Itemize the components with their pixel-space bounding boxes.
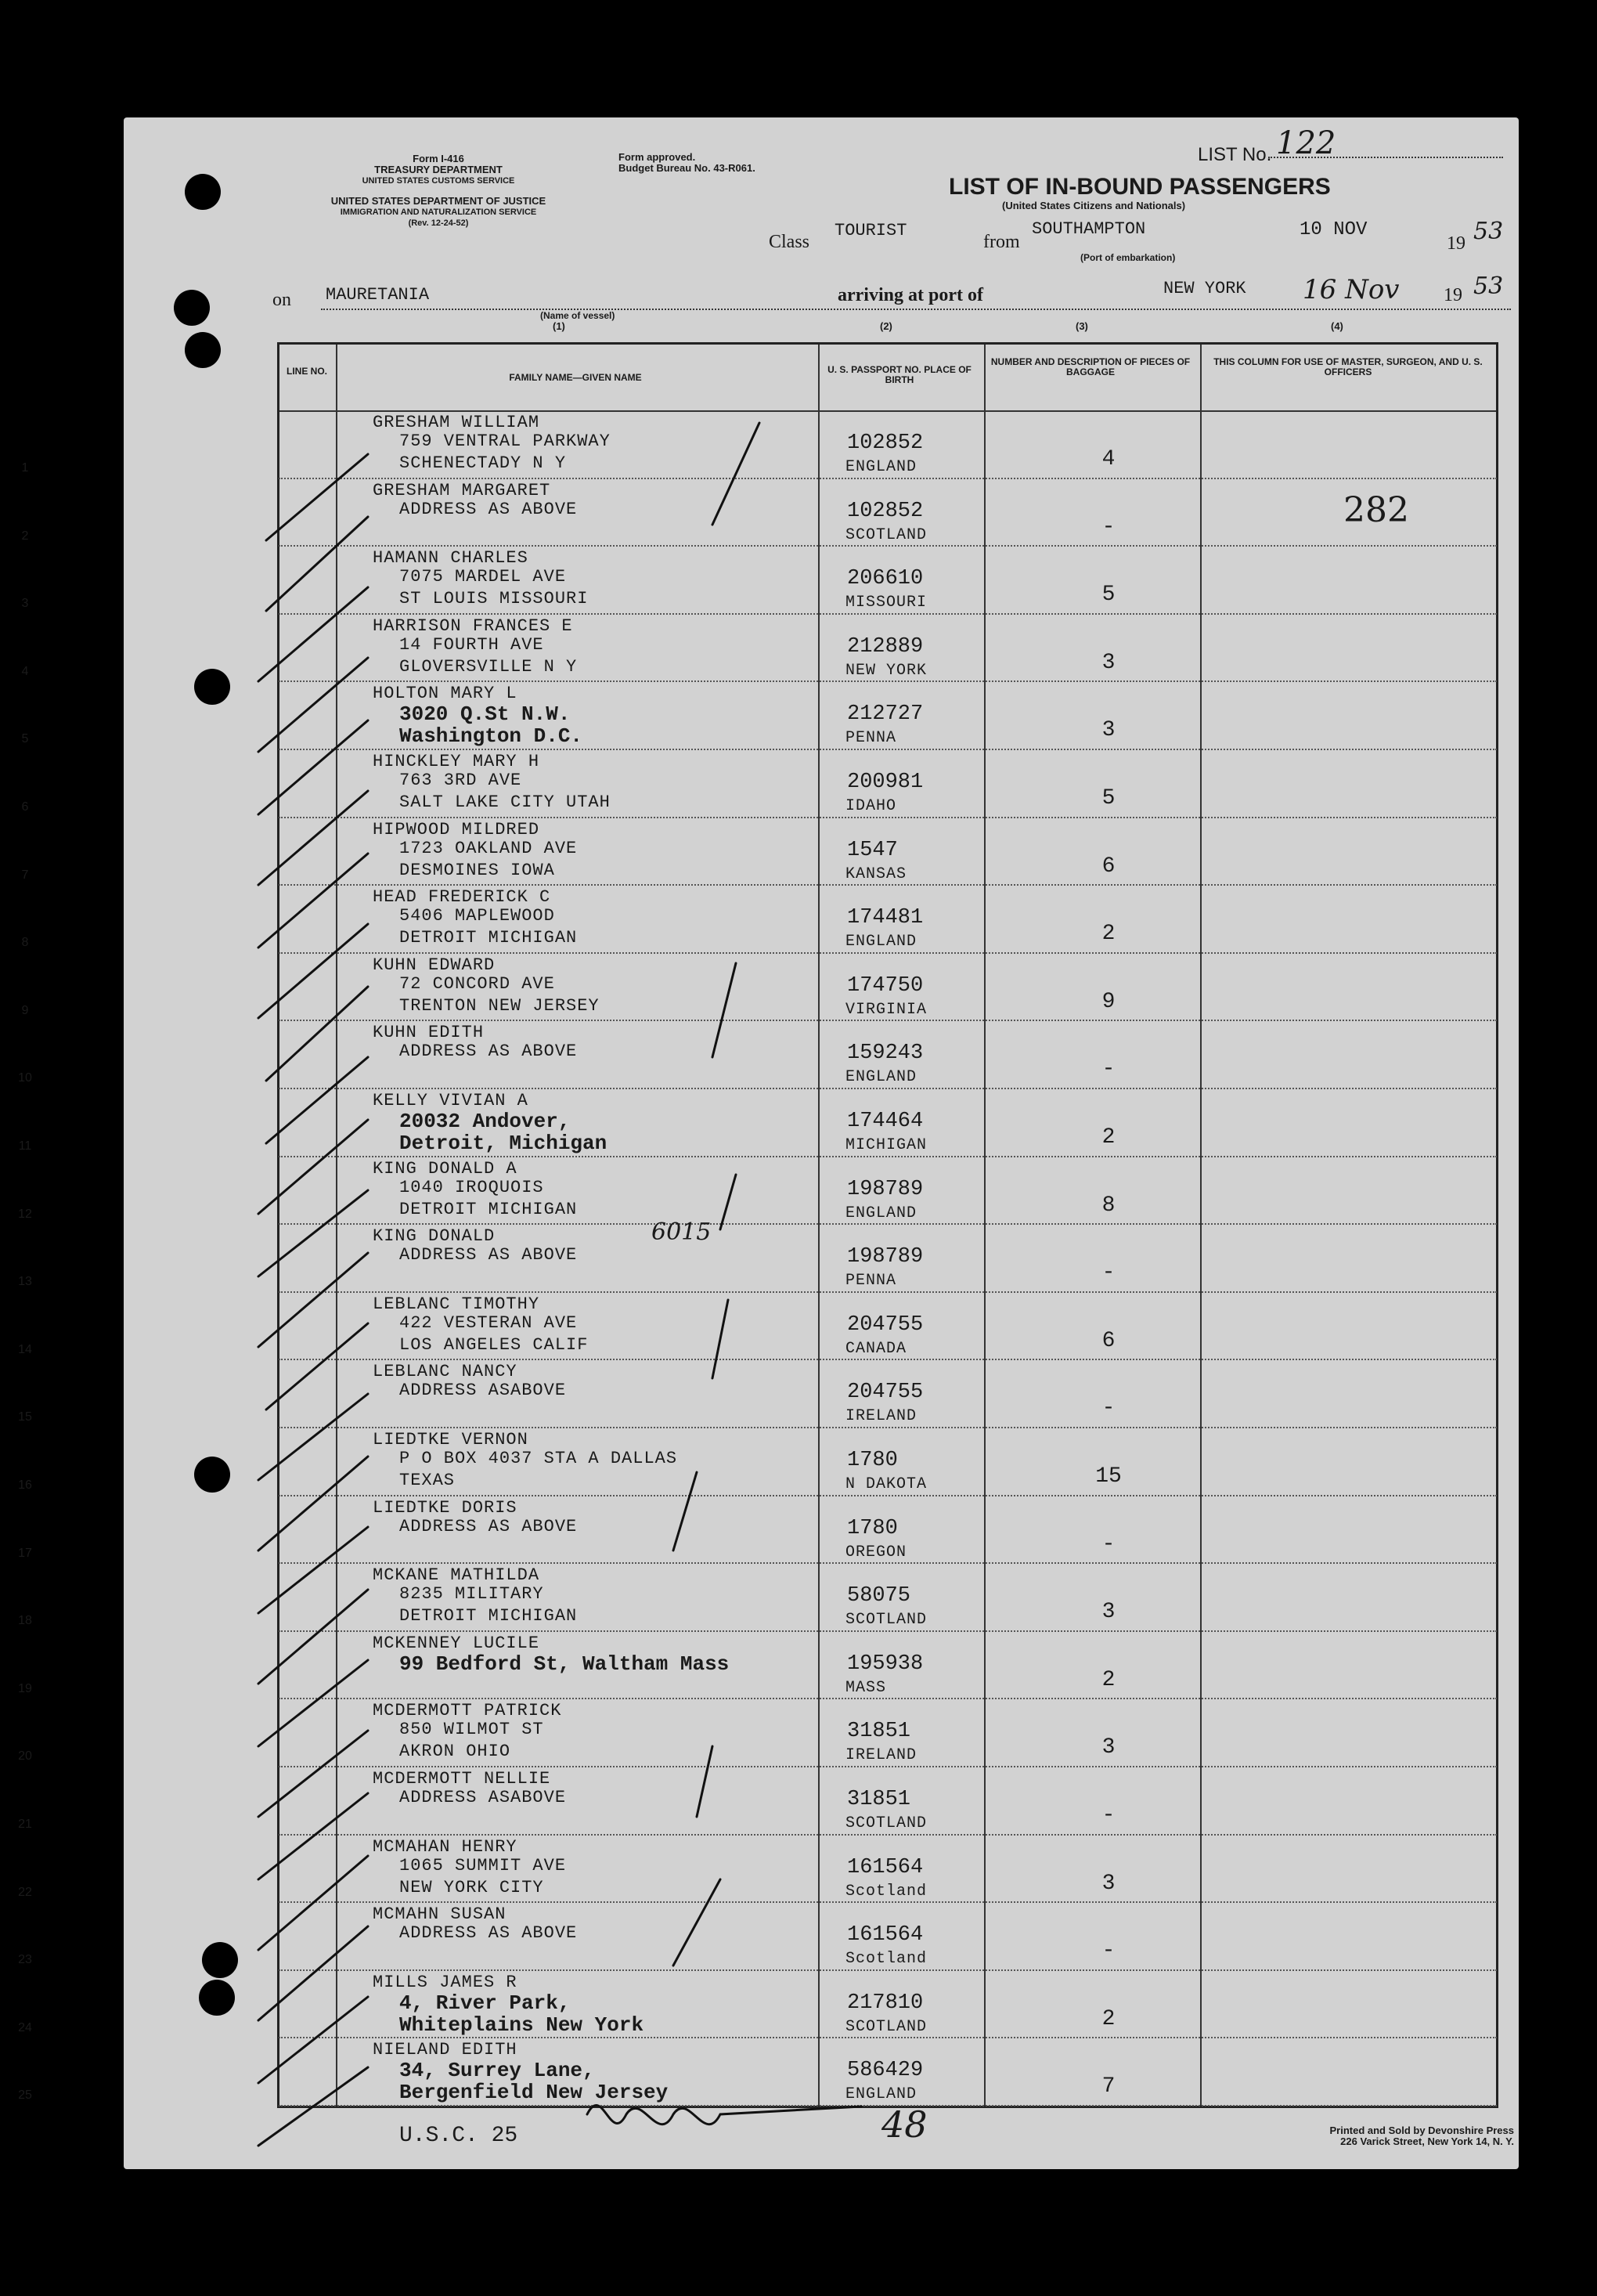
row-line-number: 10 [18, 1071, 32, 1085]
passenger-address-2: ST LOUIS MISSOURI [399, 589, 589, 609]
row-line-number: 4 [21, 664, 29, 678]
page-subtitle: (United States Citizens and Nationals) [1002, 200, 1186, 211]
vessel-label: (Name of vessel) [540, 310, 615, 321]
punch-hole [194, 669, 230, 705]
passenger-address-1: 5406 MAPLEWOOD [399, 906, 555, 926]
passenger-address-1: ADDRESS ASABOVE [399, 1381, 567, 1401]
baggage-count: - [1101, 1939, 1116, 1964]
passenger-address-1: P O BOX 4037 STA A DALLAS [399, 1449, 678, 1468]
passenger-address-1: 72 CONCORD AVE [399, 973, 555, 994]
place-of-birth: IDAHO [845, 797, 897, 815]
passenger-address-1: ADDRESS AS ABOVE [399, 1245, 578, 1265]
passenger-address-1: 1723 OAKLAND AVE [399, 838, 578, 858]
row-divider [279, 1156, 1497, 1157]
ins: IMMIGRATION AND NATURALIZATION SERVICE [340, 208, 537, 217]
row-divider [279, 817, 1497, 818]
vessel-name: MAURETANIA [326, 285, 430, 305]
arrival-date: 16 Nov [1303, 274, 1400, 305]
passenger-name: HOLTON MARY L [373, 684, 517, 704]
passport-number: 1780 [847, 1516, 898, 1540]
place-of-birth: ENGLAND [845, 458, 917, 476]
passport-number: 161564 [847, 1855, 924, 1879]
passenger-name: GRESHAM WILLIAM [373, 413, 540, 432]
row-line-number: 13 [18, 1275, 32, 1289]
row-divider [279, 1766, 1497, 1767]
vessel-line [321, 309, 1511, 310]
passport-number: 31851 [847, 1720, 911, 1744]
row-divider [279, 749, 1497, 750]
baggage-count: - [1101, 1396, 1116, 1421]
row-divider [279, 1969, 1497, 1971]
passport-number: 206610 [847, 567, 924, 591]
row-divider [279, 1698, 1497, 1699]
passenger-name: MCKANE MATHILDA [373, 1565, 540, 1586]
passenger-name: KUHN EDWARD [373, 955, 496, 975]
place-of-birth: SCOTLAND [845, 1611, 928, 1630]
passenger-address-2: TEXAS [399, 1471, 456, 1490]
place-of-birth: N DAKOTA [845, 1475, 928, 1493]
baggage-count: 3 [1101, 718, 1116, 743]
passenger-address-2: SCHENECTADY N Y [399, 453, 567, 473]
passenger-address-1: ADDRESS AS ABOVE [399, 499, 578, 519]
row-divider [279, 1020, 1497, 1021]
row-line-number: 12 [18, 1207, 32, 1221]
row-line-number: 21 [18, 1818, 32, 1831]
passenger-address-2: GLOVERSVILLE N Y [399, 656, 578, 677]
embarkation-port: SOUTHAMPTON [1032, 219, 1146, 239]
passenger-name: HAMANN CHARLES [373, 548, 528, 569]
passenger-name: LEBLANC NANCY [373, 1362, 517, 1382]
passenger-address-2: Detroit, Michigan [399, 1132, 607, 1155]
passport-number: 174464 [847, 1110, 924, 1133]
budget-bureau: Budget Bureau No. 43-R061. [618, 162, 755, 174]
departure-date: 10 NOV [1300, 219, 1368, 240]
baggage-count: 2 [1101, 922, 1116, 947]
passenger-name: HIPWOOD MILDRED [373, 819, 540, 839]
arrival-year-prefix: 19 [1444, 285, 1462, 305]
passport-number: 174481 [847, 906, 924, 930]
passport-number: 174750 [847, 973, 924, 998]
usc-number: U.S.C. 25 [399, 2124, 518, 2148]
place-of-birth: Scotland [845, 1882, 928, 1901]
col-divider [336, 345, 337, 2106]
row-divider [279, 613, 1497, 615]
punch-hole [185, 332, 221, 368]
row-divider [279, 1630, 1497, 1632]
passenger-address-1: 7075 MARDEL AVE [399, 567, 567, 587]
row-line-number: 8 [21, 936, 29, 950]
passport-number: 212889 [847, 634, 924, 659]
from-label: from [983, 232, 1020, 252]
row-line-number: 23 [18, 1953, 32, 1967]
passport-number: 102852 [847, 431, 924, 455]
col-ref-3: (3) [1076, 320, 1088, 332]
baggage-count: 3 [1101, 650, 1116, 675]
form-number: Form I-416 [413, 153, 464, 164]
passenger-name: MILLS JAMES R [373, 1972, 517, 1992]
passenger-name: KING DONALD [373, 1226, 496, 1247]
passenger-name: MCDERMOTT NELLIE [373, 1769, 551, 1789]
passenger-name: GRESHAM MARGARET [373, 480, 551, 500]
row-divider [279, 1291, 1497, 1293]
passenger-name: HEAD FREDERICK C [373, 887, 551, 908]
passenger-name: HARRISON FRANCES E [373, 616, 573, 636]
arrival-port: NEW YORK [1163, 279, 1246, 298]
passenger-address-1: 422 VESTERAN AVE [399, 1312, 578, 1333]
passenger-address-1: 14 FOURTH AVE [399, 634, 544, 655]
col-ref-4: (4) [1331, 320, 1343, 332]
place-of-birth: MASS [845, 1678, 887, 1697]
baggage-count: - [1101, 1261, 1116, 1286]
row-line-number: 15 [18, 1410, 32, 1424]
row-divider [279, 1359, 1497, 1360]
passport-number: 204755 [847, 1381, 924, 1405]
row-line-number: 19 [18, 1681, 32, 1695]
passport-number: 198789 [847, 1245, 924, 1269]
row-line-number: 3 [21, 597, 29, 611]
baggage-count: 4 [1101, 447, 1116, 471]
place-of-birth: PENNA [845, 1272, 897, 1291]
place-of-birth: CANADA [845, 1339, 907, 1358]
passport-number: 195938 [847, 1652, 924, 1676]
row-line-number: 16 [18, 1478, 32, 1492]
baggage-count: 6 [1101, 1328, 1116, 1353]
class-value: TOURIST [835, 221, 907, 240]
baggage-count: 6 [1101, 854, 1116, 879]
passport-number: 102852 [847, 499, 924, 523]
passenger-name: HINCKLEY MARY H [373, 752, 540, 771]
row-divider [279, 1834, 1497, 1836]
header-officers: THIS COLUMN FOR USE OF MASTER, SURGEON, AND U. S. OFFICERS [1213, 356, 1483, 377]
list-number: 122 [1276, 125, 1336, 161]
passport-number: 159243 [847, 1042, 924, 1066]
passenger-address-1: 4, River Park, [399, 1991, 571, 2015]
arriving-label: arriving at port of [838, 285, 983, 305]
printer-line-1: Printed and Sold by Devonshire Press [1329, 2125, 1514, 2136]
place-of-birth: OREGON [845, 1543, 907, 1561]
passenger-address-1: 8235 MILITARY [399, 1584, 544, 1605]
list-no-label: LIST No. [1198, 144, 1272, 165]
passenger-name: NIELAND EDITH [373, 2040, 517, 2060]
passenger-address-1: ADDRESS AS ABOVE [399, 1042, 578, 1062]
baggage-count: 8 [1101, 1193, 1116, 1218]
class-label: Class [769, 232, 810, 252]
baggage-count: - [1101, 1057, 1116, 1082]
passenger-address-1: 1065 SUMMIT AVE [399, 1855, 567, 1875]
place-of-birth: IRELAND [845, 1746, 917, 1765]
passenger-address-1: ADDRESS ASABOVE [399, 1788, 567, 1807]
punch-hole [174, 290, 210, 326]
port-embarkation-label: (Port of embarkation) [1080, 252, 1176, 263]
passport-number: 198789 [847, 1177, 924, 1201]
place-of-birth: ENGLAND [845, 1204, 917, 1222]
row-line-number: 20 [18, 1749, 32, 1764]
row-line-number: 18 [18, 1614, 32, 1628]
row-line-number: 9 [21, 1003, 29, 1017]
passenger-name: MCMAHAN HENRY [373, 1836, 517, 1857]
passenger-name: KUHN EDITH [373, 1023, 485, 1043]
passenger-address-2: Bergenfield New Jersey [399, 2081, 669, 2105]
header-divider [279, 410, 1496, 412]
passport-number: 161564 [847, 1923, 924, 1948]
passenger-name: KING DONALD A [373, 1158, 517, 1179]
baggage-count: 5 [1101, 583, 1116, 608]
header-line-no: LINE NO. [286, 366, 327, 377]
row-line-number: 24 [18, 2020, 32, 2034]
row-divider [279, 680, 1497, 682]
passport-number: 217810 [847, 1991, 924, 2015]
col-divider [818, 345, 820, 2106]
passenger-name: MCMAHN SUSAN [373, 1904, 506, 1925]
col-divider [1200, 345, 1202, 2106]
passenger-address-1: 763 3RD AVE [399, 771, 522, 790]
row-divider [279, 952, 1497, 954]
row-divider [279, 1901, 1497, 1903]
passenger-address-2: DESMOINES IOWA [399, 860, 555, 880]
place-of-birth: ENGLAND [845, 933, 917, 951]
officer-note: 282 [1343, 490, 1409, 530]
col-ref-1: (1) [553, 320, 565, 332]
baggage-count: 15 [1095, 1464, 1122, 1489]
baggage-count: 3 [1101, 1600, 1116, 1625]
col-ref-2: (2) [880, 320, 892, 332]
passenger-address-2: DETROIT MICHIGAN [399, 1606, 578, 1626]
baggage-count: 2 [1101, 1667, 1116, 1692]
baggage-count: - [1101, 1532, 1116, 1557]
signature-note: 48 [881, 2103, 928, 2146]
passenger-name: LIEDTKE VERNON [373, 1430, 528, 1449]
place-of-birth: ENGLAND [845, 1068, 917, 1087]
row-divider [279, 2037, 1497, 2038]
passport-number: 1547 [847, 838, 898, 862]
revision: (Rev. 12-24-52) [408, 218, 469, 228]
place-of-birth: NEW YORK [845, 661, 928, 680]
passenger-address-2: Washington D.C. [399, 724, 583, 749]
punch-hole [199, 1980, 235, 2016]
passenger-address-2: SALT LAKE CITY UTAH [399, 792, 611, 812]
passenger-address-2: Whiteplains New York [399, 2013, 644, 2037]
row-line-number: 25 [18, 2088, 32, 2103]
header-passport: U. S. PASSPORT NO. PLACE OF BIRTH [827, 364, 972, 385]
punch-hole [194, 1457, 230, 1493]
row-line-number: 11 [18, 1139, 32, 1153]
on-label: on [272, 290, 291, 310]
col-divider [984, 345, 986, 2106]
place-of-birth: IRELAND [845, 1407, 917, 1426]
baggage-count: 2 [1101, 1125, 1116, 1150]
customs-service: UNITED STATES CUSTOMS SERVICE [362, 176, 515, 186]
row-line-number: 7 [21, 868, 29, 882]
place-of-birth: SCOTLAND [845, 1814, 928, 1832]
passenger-address-2: DETROIT MICHIGAN [399, 1199, 578, 1219]
row-divider [279, 1088, 1497, 1089]
row-line-number: 2 [21, 529, 29, 543]
row-divider [279, 1495, 1497, 1496]
header-baggage: NUMBER AND DESCRIPTION OF PIECES OF BAGGAGE [990, 356, 1191, 377]
passenger-address-2: NEW YORK CITY [399, 1877, 544, 1897]
row-line-number: 5 [21, 732, 29, 746]
passenger-address-2: TRENTON NEW JERSEY [399, 995, 600, 1016]
place-of-birth: Scotland [845, 1950, 928, 1969]
place-of-birth: MICHIGAN [845, 1136, 928, 1154]
passport-number: 212727 [847, 702, 924, 727]
header-name: FAMILY NAME—GIVEN NAME [509, 372, 642, 383]
handwritten-note: 6015 [651, 1218, 712, 1246]
passenger-address-1: ADDRESS AS ABOVE [399, 1516, 578, 1536]
passenger-address-1: 759 VENTRAL PARKWAY [399, 431, 611, 451]
justice-dept: UNITED STATES DEPARTMENT OF JUSTICE [330, 195, 546, 207]
list-no-line [1268, 157, 1503, 158]
passenger-address-2: DETROIT MICHIGAN [399, 928, 578, 948]
passenger-address-1: 850 WILMOT ST [399, 1720, 544, 1740]
passenger-name: LIEDTKE DORIS [373, 1497, 517, 1518]
passport-number: 200981 [847, 771, 924, 794]
departure-year: 53 [1473, 218, 1504, 245]
baggage-count: 9 [1101, 989, 1116, 1014]
place-of-birth: SCOTLAND [845, 525, 928, 544]
place-of-birth: SCOTLAND [845, 2017, 928, 2036]
passenger-address-1: 3020 Q.St N.W. [399, 702, 571, 727]
row-divider [279, 1427, 1497, 1428]
passenger-address-1: ADDRESS AS ABOVE [399, 1923, 578, 1944]
row-divider [279, 884, 1497, 886]
baggage-count: 3 [1101, 1735, 1116, 1760]
row-divider [279, 1223, 1497, 1225]
passenger-name: MCDERMOTT PATRICK [373, 1701, 562, 1721]
passenger-name: KELLY VIVIAN A [373, 1091, 528, 1110]
passenger-address-1: 34, Surrey Lane, [399, 2059, 595, 2083]
passenger-name: LEBLANC TIMOTHY [373, 1294, 540, 1314]
row-line-number: 14 [18, 1342, 32, 1356]
passenger-address-2: AKRON OHIO [399, 1742, 511, 1762]
row-line-number: 1 [21, 461, 29, 475]
place-of-birth: MISSOURI [845, 594, 928, 612]
passport-number: 204755 [847, 1312, 924, 1337]
baggage-count: 2 [1101, 2006, 1116, 2031]
printer-line-2: 226 Varick Street, New York 14, N. Y. [1340, 2135, 1514, 2147]
arrival-year: 53 [1473, 273, 1504, 300]
row-line-number: 6 [21, 800, 29, 814]
row-line-number: 22 [18, 1885, 32, 1899]
row-divider [279, 545, 1497, 547]
treasury-dept: TREASURY DEPARTMENT [374, 164, 503, 175]
passport-number: 586429 [847, 2059, 924, 2083]
place-of-birth: PENNA [845, 729, 897, 748]
passport-number: 31851 [847, 1788, 911, 1811]
baggage-count: 3 [1101, 1871, 1116, 1896]
passport-number: 58075 [847, 1584, 911, 1608]
passenger-address-1: 1040 IROQUOIS [399, 1177, 544, 1197]
form-approved: Form approved. [618, 151, 696, 163]
place-of-birth: KANSAS [845, 865, 907, 883]
passenger-address-1: 20032 Andover, [399, 1110, 571, 1133]
baggage-count: 5 [1101, 786, 1116, 810]
passenger-name: MCKENNEY LUCILE [373, 1633, 540, 1653]
place-of-birth: VIRGINIA [845, 1000, 928, 1019]
row-line-number: 17 [18, 1546, 32, 1560]
baggage-count: 7 [1101, 2074, 1116, 2099]
passport-number: 1780 [847, 1449, 898, 1472]
page-title: LIST OF IN-BOUND PASSENGERS [949, 174, 1331, 200]
passenger-address-1: 99 Bedford St, Waltham Mass [399, 1652, 730, 1676]
passenger-address-2: LOS ANGELES CALIF [399, 1334, 589, 1355]
row-divider [279, 1562, 1497, 1564]
departure-year-prefix: 19 [1447, 233, 1465, 254]
row-divider [279, 478, 1497, 479]
baggage-count: - [1101, 1803, 1116, 1828]
baggage-count: - [1101, 514, 1116, 540]
place-of-birth: ENGLAND [845, 2085, 917, 2104]
punch-hole [185, 174, 221, 210]
punch-hole [202, 1942, 238, 1978]
